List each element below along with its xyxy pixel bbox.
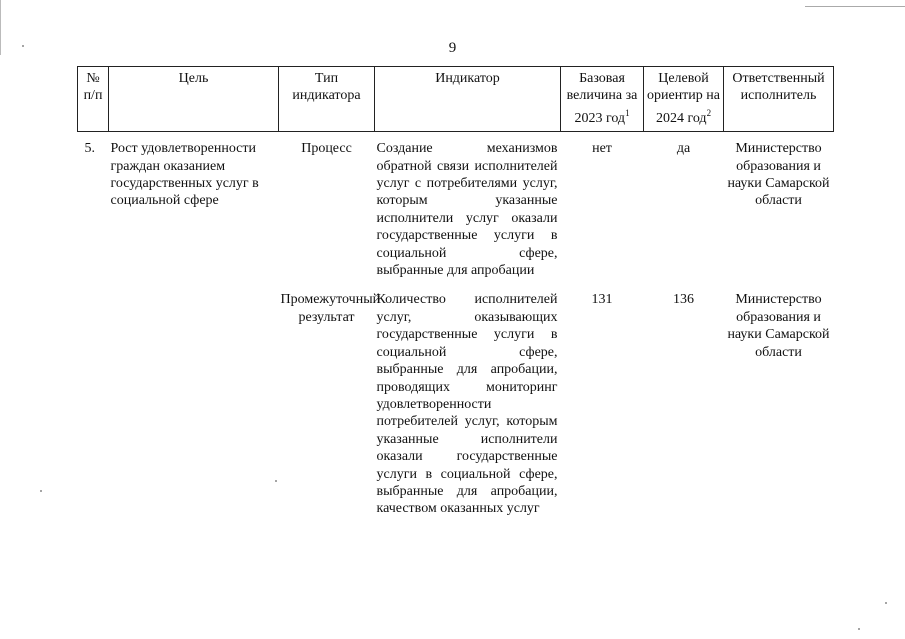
row-responsible: Министерство образования и науки Самарской области [727, 292, 830, 360]
row-goal [109, 279, 279, 517]
page-number: 9 [448, 40, 457, 56]
header-base [561, 67, 644, 132]
scan-speck [40, 490, 42, 492]
row-goal: Рост удовлетворенности граждан оказанием государственных услуг в социальной сфере [110, 141, 259, 209]
header-num: № п/п [78, 67, 109, 132]
header-type: Тип индикатора [279, 67, 375, 132]
row-responsible: Министерство образования и науки Самарской области [727, 141, 830, 209]
header-base-text: Базовая величина за 2023 год [566, 71, 638, 126]
row-base: 131 [591, 292, 613, 308]
scan-speck [275, 480, 277, 482]
row-num: 5. [84, 141, 95, 157]
header-indicator: Индикатор [375, 67, 561, 132]
scan-speck [858, 628, 860, 630]
header-target-text: Целевой ориентир на 2024 год [646, 71, 720, 126]
row-num [78, 279, 109, 517]
row-target: да [676, 141, 691, 157]
row-base: нет [592, 141, 612, 157]
row-target: 136 [673, 292, 694, 308]
scan-edge-line [805, 6, 905, 7]
table-row [78, 140, 834, 279]
scan-speck [885, 602, 887, 604]
row-indicator: Создание механизмов обратной связи исполнителей услуг с потребителями услуг, которым указанные исполнители услуг оказали государственные услуги в социальной сфере, выбранные для апробации [376, 141, 558, 279]
header-goal: Цель [109, 67, 279, 132]
header-target [644, 67, 724, 132]
row-type: Промежуточный результат [280, 292, 381, 325]
indicators-table [77, 66, 834, 518]
table-header [78, 67, 834, 132]
row-type: Процесс [301, 141, 352, 157]
header-target-footnote: 2 [706, 107, 712, 118]
scan-speck [22, 45, 24, 47]
table-row [78, 279, 834, 517]
row-indicator: Количество исполнителей услуг, оказывающих государственные услуги в социальной сфере, выбранные для апробации, проводящих мониторинг удовлетворенности потребителей услуг, которым указанные исполнители оказали государственные услуги в социальной сфере, выбранные для апробации, качеством оказанных услуг [376, 292, 558, 517]
header-responsible: Ответственный исполнитель [724, 67, 834, 132]
header-base-footnote: 1 [625, 107, 630, 118]
